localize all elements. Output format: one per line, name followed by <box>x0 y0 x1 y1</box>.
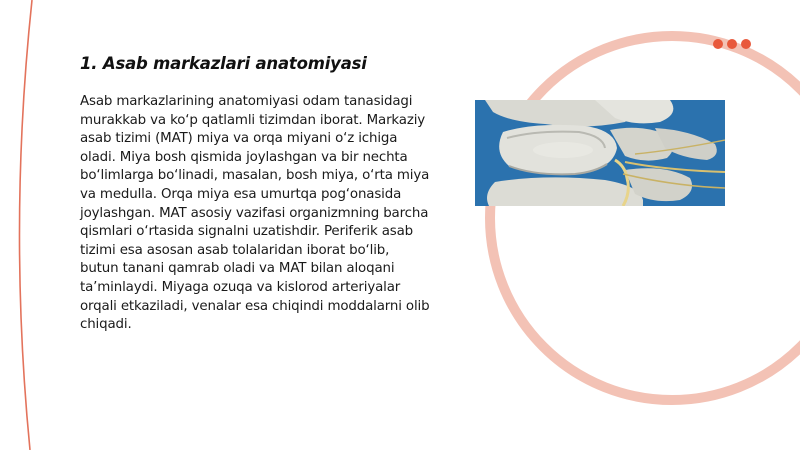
decorative-ring <box>490 36 800 400</box>
dots-menu-icon <box>713 39 751 49</box>
dot-icon <box>741 39 751 49</box>
slide-title: 1. Asab markazlari anatomiyasi <box>80 54 367 73</box>
dot-icon <box>727 39 737 49</box>
spine-vertebrae-graphic <box>475 100 725 206</box>
spine-illustration <box>475 100 725 206</box>
slide-body-text: Asab markazlarining anatomiyasi odam tanasidagi murakkab va ko‘p qatlamli tizimdan iborat. Markaziy asab tizimi (MAT) miya va orqa miyani o‘z ichiga oladi. Miya bosh qismida joylashgan va bir nechta bo‘limlarga bo‘linadi, masalan, bosh miya, o‘rta miya va medulla. Orqa miya esa umurtqa pog‘onasida joylashgan. MAT asosiy vazifasi organizmning barcha qismlari o‘rtasida signalni uzatishdir. Periferik asab tizimi esa asosan asab tolalaridan iborat bo‘lib, butun tanani qamrab oladi va MAT bilan aloqani ta’minlaydi. Miyaga ozuqa va kislorod arteriyalar orqali etkaziladi, venalar esa chiqindi moddalarni olib chiqadi. <box>80 94 430 333</box>
left-edge-arc <box>19 0 32 450</box>
dot-icon <box>713 39 723 49</box>
